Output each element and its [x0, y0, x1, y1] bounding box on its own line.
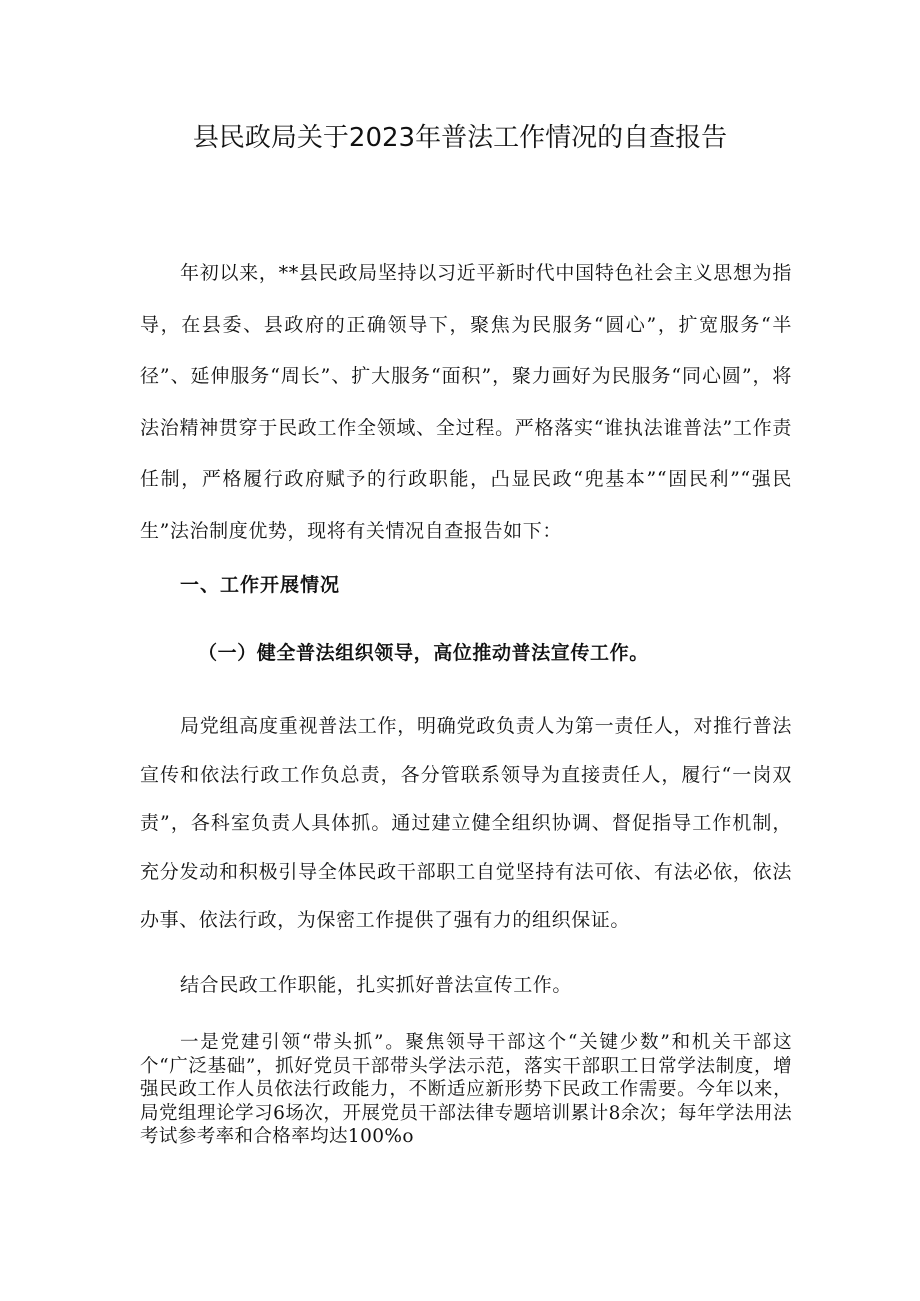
section-heading: 一、工作开展情况 [180, 574, 341, 596]
leadership-paragraph: 局党组高度重视普法工作，明确党政负责人为第一责任人，对推行普法宣传和依法行政工作负总责，各分管联系领导为直接责任人，履行“一岗双责”，各科室负责人具体抓。通过建立健全组织协调、督促指导工作机制，充分发动和积极引导全体民政干部职工自觉坚持有法可依、有法必依，依法办事、依法行政，为保密工作提供了强有力的组织保证。 [140, 715, 792, 932]
document-title: 县民政局关于2023年普法工作情况的自查报告 [192, 123, 728, 153]
intro-paragraph: 年初以来，**县民政局坚持以习近平新时代中国特色社会主义思想为指导，在县委、县政府的正确领导下，聚焦为民服务“圆心”，扩宽服务“半径”、延伸服务“周长”、扩大服务“面积”，聚力画好为民服务“同心圆”，将法治精神贯穿于民政工作全领域、全过程。严格落实“谁执法谁普法”工作责任制，严格履行政府赋予的行政职能，凸显民政“兜基本”“固民利”“强民生”法治制度优势，现将有关情况自查报告如下： [140, 262, 792, 542]
combine-paragraph: 结合民政工作职能，扎实抓好普法宣传工作。 [180, 974, 573, 996]
subsection-heading: （一）健全普法组织领导，高位推动普法宣传工作。 [198, 642, 649, 664]
party-building-paragraph: 一是党建引领“带头抓”。聚焦领导干部这个“关键少数”和机关干部这个“广泛基础”，抓好党员干部带头学法示范，落实干部职工日常学法制度，增强民政工作人员依法行政能力，不断适应新形势下民政工作需要。今年以来，局党组理论学习6场次，开展党员干部法律专题培训累计8余次；每年学法用法考试参考率和合格率均达100%o [140, 1032, 792, 1148]
